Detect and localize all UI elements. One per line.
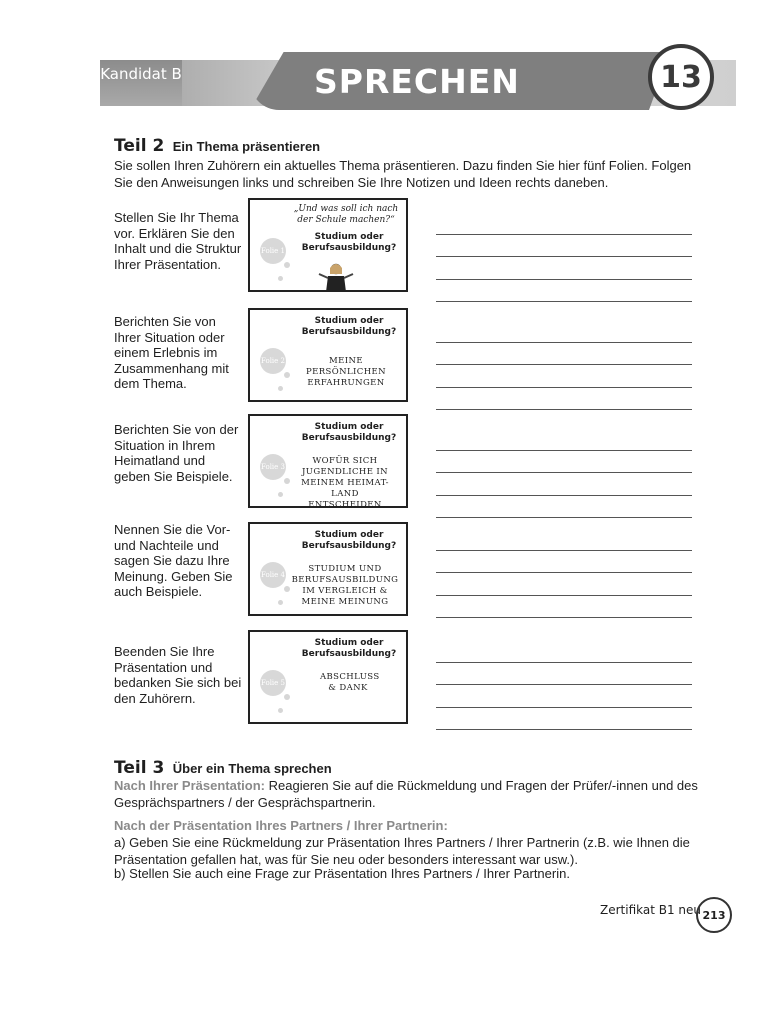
slide-subtitle: Studium oder Berufsausbildung? (301, 232, 397, 253)
slide-number-bubble: Folie 1 (260, 238, 286, 264)
slide-row-3 (114, 422, 694, 526)
notes-lines[interactable] (436, 640, 692, 730)
teil3-item-a: a) Geben Sie eine Rückmeldung zur Präsentation Ihres Partners / Ihrer Partnerin (z.B. wie Ihnen die Präsentation gefallen hat, was für Sie neu oder besonders interessant war usw.). (114, 835, 690, 867)
teil2-heading (114, 136, 320, 156)
slide-2 (248, 308, 408, 402)
slide-number-bubble: Folie 4 (260, 562, 286, 588)
slide-caption: WOFÜR SICH JUGENDLICHE IN MEINEM HEIMAT- LAND ENTSCHEIDEN (301, 456, 389, 510)
notes-lines[interactable] (436, 428, 692, 518)
page-number-badge: 213 (696, 897, 732, 933)
slide-subtitle: Studium oder Berufsausbildung? (301, 316, 397, 337)
slide-number-bubble: Folie 3 (260, 454, 286, 480)
slide-number-bubble: Folie 2 (260, 348, 286, 374)
slide-4 (248, 522, 408, 616)
slide-5 (248, 630, 408, 724)
teil2-number: Teil 2 (114, 136, 165, 156)
section-title: SPRECHEN (314, 62, 520, 101)
slide-row-1 (114, 206, 694, 310)
after-presentation-text: Reagieren Sie auf die Rückmeldung und Fragen der Prüfer/-innen und des Gesprächspartners / der Gesprächspartnerin. (114, 778, 698, 810)
slide-row-4 (114, 522, 694, 626)
slide-row-2 (114, 314, 694, 418)
instruction-text: Berichten Sie von Ihrer Situation oder einem Erlebnis im Zusammenhang mit dem Thema. (114, 314, 229, 391)
instruction-text: Stellen Sie Ihr Thema vor. Erklären Sie den Inhalt und die Struktur Ihrer Präsentation. (114, 210, 242, 272)
slide-1 (248, 198, 408, 292)
shrugging-person-icon (316, 262, 356, 292)
teil3-after-paragraph (114, 777, 704, 811)
instruction-text: Nennen Sie die Vor- und Nachteile und sagen Sie dazu Ihre Meinung. Geben Sie auch Beispiele. (114, 522, 233, 599)
chapter-banner (100, 52, 736, 112)
slide-row-5 (114, 638, 694, 748)
after-presentation-label: Nach Ihrer Präsentation: (114, 778, 265, 793)
instruction-text: Berichten Sie von der Situation in Ihrem Heimatland und geben Sie Beispiele. (114, 422, 239, 484)
notes-lines[interactable] (436, 528, 692, 618)
slide-number-bubble: Folie 5 (260, 670, 286, 696)
slide-subtitle: Studium oder Berufsausbildung? (301, 638, 397, 659)
chapter-number-badge: 13 (648, 44, 714, 110)
teil3-number: Teil 3 (114, 758, 165, 778)
teil2-title: Ein Thema präsentieren (172, 139, 321, 154)
notes-lines[interactable] (436, 212, 692, 302)
slide-3 (248, 414, 408, 508)
book-title: Zertifikat B1 neu (600, 903, 702, 917)
candidate-label: Kandidat B (100, 60, 182, 106)
partner-presentation-label: Nach der Präsentation Ihres Partners / Ihrer Partnerin: (114, 818, 448, 833)
slide-caption: ABSCHLUSS & DANK (320, 672, 380, 693)
slide-subtitle: Studium oder Berufsausbildung? (301, 422, 397, 443)
instruction-text: Beenden Sie Ihre Präsentation und bedanken Sie sich bei den Zuhörern. (114, 644, 242, 706)
teil3-title: Über ein Thema sprechen (172, 761, 332, 776)
notes-lines[interactable] (436, 320, 692, 410)
slide-caption: MEINE PERSÖNLICHEN ERFAHRUNGEN (306, 356, 386, 388)
teil2-intro: Sie sollen Ihren Zuhörern ein aktuelles Thema präsentieren. Dazu finden Sie hier fünf Folien. Folgen Sie den Anweisungen links und schreiben Sie Ihre Notizen und Ideen rechts daneben. (114, 158, 692, 190)
teil3-item-b: b) Stellen Sie auch eine Frage zur Präsentation Ihres Partners / Ihrer Partnerin. (114, 866, 570, 881)
slide-caption: STUDIUM UND BERUFSAUSBILDUNG IM VERGLEICH & MEINE MEINUNG (291, 564, 399, 607)
teil3-heading (114, 758, 332, 778)
partner-presentation-label-row (114, 817, 704, 834)
slide-subtitle: Studium oder Berufsausbildung? (301, 530, 397, 551)
slide-quote: „Und was soll ich nach der Schule machen?“ (293, 204, 399, 225)
